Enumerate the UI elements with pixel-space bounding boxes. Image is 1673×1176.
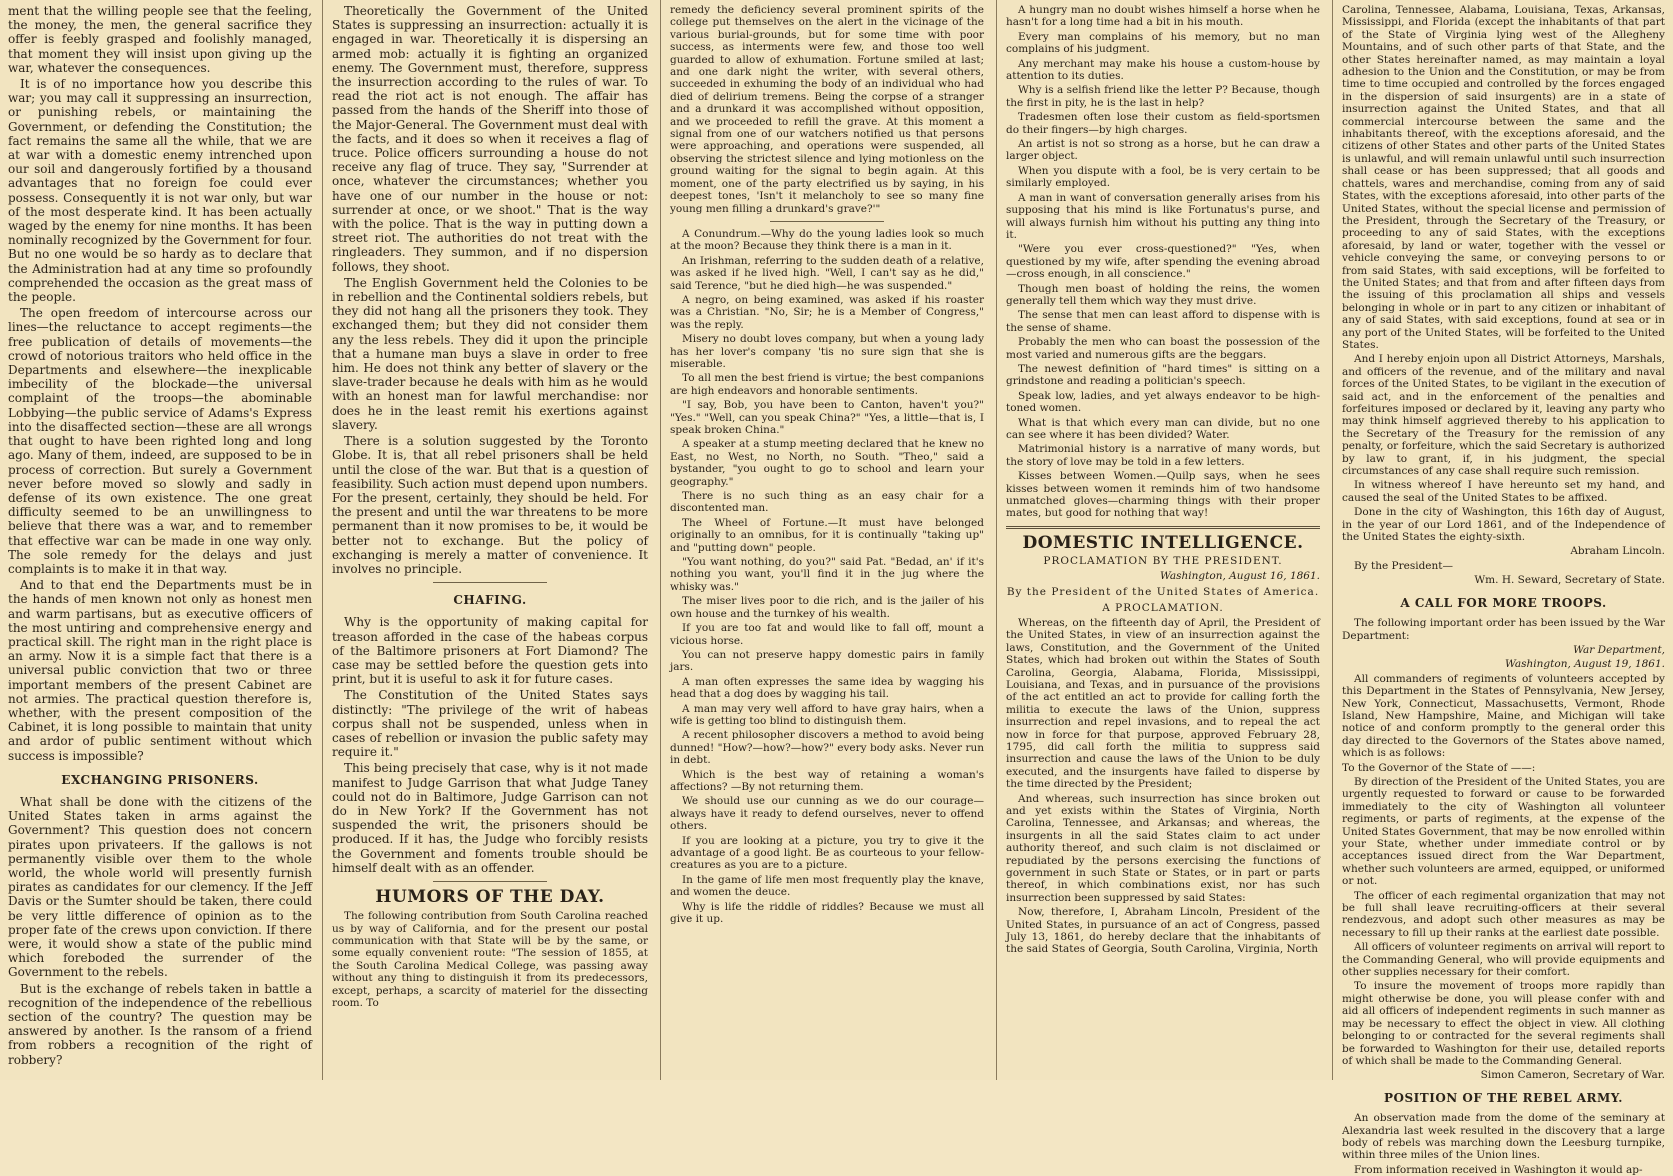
paragraph: Carolina, Tennessee, Alabama, Louisiana, Texas, Arkansas, Mississippi, and Florida (except the inhabitants of that part of the State of Virginia lying west of the Allegheny Mountains, and of such other parts of that State, and the other States hereinafter named, as may maintain a loyal adhesion to the Union and the Constitution, or may be from time to time occupied and controlled by the forces engaged in the dispersion of said insurgents) are in a state of insurrection against the United States, and that all commercial intercourse between the same and the inhabitants thereof, with the exceptions aforesaid, and the citizens of other States and other parts of the United States is unlawful, and will remain unlawful until such insurrection shall cease or has been suppressed; that all goods and chattels, wares and merchandise, coming from any of said States, with the exceptions aforesaid, into other parts of the United States, without the special license and permission of the President, through the Secretary of the Treasury, or proceeding to any of said States, with the exceptions aforesaid, by land or water, together with the vessel or vehicle conveying the same, or conveying persons to or from said States, with said exceptions, will be forfeited to the United States; and that from and after fifteen days from the issuing of this proclamation all ships and vessels belonging in whole or in part to any citizen or inhabitant of any of said States, with said exceptions, found at sea or in any port of the United States, will be forfeited to the United States. (1342, 4, 1665, 351)
column-1 (0, 0, 320, 1080)
paragraph: Probably the men who can boast the possession of the most varied and numerous gifts are the beggars. (1006, 336, 1320, 361)
paragraph: Though men boast of holding the reins, the women generally tell them which way they must drive. (1006, 282, 1320, 307)
paragraph: But is the exchange of rebels taken in battle a recognition of the independence of the rebellious section of the country? The question may be answered by another. Is the ransom of a friend from robbers a recognition of the right of robbery? (8, 981, 312, 1067)
column-rule (1332, 0, 1333, 1080)
paragraph: The Wheel of Fortune.—It must have belonged originally to an omnibus, for it is continually "taking up" and "putting down" people. (670, 516, 984, 554)
paragraph: You can not preserve happy domestic pairs in family jars. (670, 648, 984, 674)
paragraph: Now, therefore, I, Abraham Lincoln, President of the United States, in pursuance of an act of Congress, passed July 13, 1861, do hereby declare that the inhabitants of the said States of Georgia, South Carolina, Virginia, North (1006, 906, 1320, 956)
paragraph: To all men the best friend is virtue; the best companions are high endeavors and honorable sentiments. (670, 372, 984, 397)
column-4 (998, 0, 1328, 1080)
paragraph: A Conundrum.—Why do the young ladies look so much at the moon? Because they think there is a man in it. (670, 227, 984, 253)
paragraph: Misery no doubt loves company, but when a young lady has her lover's company 'tis no sure sign that she is miserable. (670, 333, 984, 370)
signature: Simon Cameron, Secretary of War. (1480, 1069, 1665, 1082)
paragraph: Matrimonial history is a narrative of many words, but the story of love may be told in a few letters. (1006, 443, 1320, 468)
paragraph: All officers of volunteer regiments on arrival will report to the Commanding General, who will provide equipments and other supplies necessary for their comfort. (1342, 941, 1665, 979)
paragraph: The officer of each regimental organization that may not be full shall leave recruiting-officers at their several rendezvous, and adopt such other measures as may be necessary to fill up their ranks at the earliest date possible. (1342, 889, 1665, 939)
column-rule (660, 0, 661, 1080)
section-heading: CHAFING. (453, 593, 527, 608)
paragraph: Done in the city of Washington, this 16th day of August, in the year of our Lord 1861, and of the Independence of the United States the eighty-sixth. (1342, 506, 1665, 544)
column-3 (662, 0, 992, 1080)
section-heading: HUMORS OF THE DAY. (375, 886, 605, 907)
paragraph: The Constitution of the United States says distinctly: "The privilege of the writ of habeas corpus shall not be suspended, unless when in cases of rebellion or invasion the public safety may require it." (332, 688, 648, 760)
paragraph: Any merchant may make his house a custom-house by attention to its duties. (1006, 57, 1320, 83)
paragraph: "Were you ever cross-questioned?" "Yes, when questioned by my wife, after spending the evening abroad—cross enough, in all conscience." (1006, 243, 1320, 281)
paragraph: In the game of life men most frequently play the knave, and women the deuce. (670, 873, 984, 899)
paragraph: And I hereby enjoin upon all District Attorneys, Marshals, and officers of the revenue, and of the military and naval forces of the United States, to be vigilant in the execution of said act, and in the enforcement of the penalties and forfeitures imposed or declared by it, leaving any party who may think himself aggrieved thereby to his application to the Secretary of the Treasury for the remission of any penalty, or forfeiture, which the said Secretary is authorized by law to grant, if, in his judgment, the special circumstances of any case shall require such remission. (1342, 353, 1665, 478)
paragraph: The following important order has been issued by the War Department: (1342, 617, 1665, 642)
paragraph: There is a solution suggested by the Toronto Globe. It is, that all rebel prisoners shall be held until the close of the war. But that is a question of feasibility. Such action must depend upon numbers. For the present, certainly, they should be held. For the present and until the war threatens to be more permanent than it now promises to be, it would be better not to exchange. But the policy of exchanging is merely a matter of convenience. It involves no principle. (332, 434, 648, 576)
paragraph: And whereas, such insurrection has since broken out and yet exists within the States of Virginia, North Carolina, Tennessee, and Arkansas; and whereas, the insurgents in all the said States claim to act under authority thereof, and such claim is not disclaimed or repudiated by the persons exercising the functions of government in such State or States, or in part or parts thereof, in which combinations exist, nor has such insurrection been suppressed by said States: (1006, 792, 1320, 904)
paragraph: Which is the best way of retaining a woman's affections? —By not returning them. (670, 768, 984, 793)
subheading: By the President of the United States of America. (1006, 586, 1320, 599)
paragraph: remedy the deficiency several prominent spirits of the college put themselves on the alert in the vicinage of the various burial-grounds, but for some time with poor success, as interments were few, and those too well guarded to allow of exhumation. Fortune smiled at last; and one dark night the writer, with several others, succeeded in exhuming the body of an individual who had died of delirium tremens. Being the corpse of a stranger and a drunkard it was accomplished without opposition, and we proceeded to refill the grave. At this moment a signal from one of our watchers notified us that persons were approaching, and operations were suspended, all observing the strictest silence and lying motionless on the ground waiting for the signal to begin again. At this moment, one of the party electrified us by saying, in his deepest tones, 'Isn't it melancholy to see so many fine young men filling a drunkard's grave?'" (670, 4, 984, 215)
paragraph: A hungry man no doubt wishes himself a horse when he hasn't for a long time had a bit in his mouth. (1006, 4, 1320, 29)
section-heading: A CALL FOR MORE TROOPS. (1400, 595, 1607, 610)
paragraph: To insure the movement of troops more rapidly than might otherwise be done, you will please confer with and aid all officers of independent regiments in such manner as may be necessary to effect the object in view. All clothing belonging to or contracted for the several regiments shall be forwarded to Washington for their use, detailed reports of which shall be made to the Commanding General. (1342, 980, 1665, 1067)
paragraph: Theoretically the Government of the United States is suppressing an insurrection: actually it is engaged in war. Theoretically it is dispersing an armed mob: actually it is fighting an organized enemy. The Government must, therefore, suppress the insurrection according to the rules of war. To read the riot act is not enough. The affair has passed from the hands of the Sheriff into those of the Major-General. The Government must deal with the facts, and it does so when it receives a flag of truce. Police officers surrounding a house do not receive any flag of truce. They say, "Surrender at once, whatever the circumstances; whether you have one of our number in the house or not: surrender at once, or we shoot." That is the way with the police. That is the way in putting down a street riot. The authorities do not treat with the ringleaders. They summon, and if no dispersion follows, they shoot. (332, 4, 648, 274)
paragraph: The open freedom of intercourse across our lines—the reluctance to accept regiments—the free publication of details of movements—the crowd of notorious traitors who held office in the Departments and elsewhere—the inexplicable imbecility of the blockade—the universal complaint of the troops—the abominable Lobbying—the public service of Adams's Express into the disaffected section—these are all wrongs that ought to have been righted long and long ago. Many of them, indeed, are supposed to be in process of correction. But surely a Government never before moved so slowly and sadly in defense of its own existence. The one great difficulty seemed to be an unwillingness to believe that there was a war, and to remember that effective war can be made in one way only. The sole remedy for the delays and just complaints is to make it in that way. (8, 306, 312, 576)
divider (433, 582, 547, 583)
paragraph: The sense that men can least afford to dispense with is the sense of shame. (1006, 309, 1320, 334)
paragraph: A man often expresses the same idea by wagging his head that a dog does by wagging his tail. (670, 675, 984, 701)
paragraph: "I say, Bob, you have been to Canton, haven't you?" "Yes." "Well, can you speak China?" "Yes, a little—that is, I speak broken China." (670, 399, 984, 436)
paragraph: ment that the willing people see that the feeling, the money, the men, the general sacrifice they offer is feebly grasped and foolishly managed, that moment they will insist upon giving up the war, whatever the consequences. (8, 4, 312, 75)
paragraph: To the Governor of the State of ——: (1342, 761, 1536, 774)
paragraph: By the President— (1354, 559, 1453, 572)
paragraph: What shall be done with the citizens of the United States taken in arms against the Government? This question does not concern pirates upon privateers. If the gallows is not permanently visible over them to the whole world, the whole world will presently furnish pirates as candidates for our clemency. If the Jeff Davis or the Sumter should be taken, there could be very little difference of opinion as to the proper fate of the crews upon conviction. If there were, it would show a state of the public mind which foreboded the surrender of the Government to the rebels. (8, 794, 312, 980)
paragraph: An Irishman, referring to the sudden death of a relative, was asked if he lived high. "Well, I can't say as he did," said Terence, "but he died high—he was suspended." (670, 254, 984, 292)
paragraph: Whereas, on the fifteenth day of April, the President of the United States, in view of an insurrection against the laws, Constitution, and the Government of the United States, which had broken out within the States of South Carolina, Georgia, Alabama, Florida, Mississippi, Louisiana, and Texas, and in pursuance of the provisions of the act entitled an act to provide for calling forth the militia to execute the laws of the Union, suppress insurrection and repel invasions, and to repeal the act now in force for that purpose, approved February 28, 1795, did call forth the militia to suppress said insurrection and cause the laws of the Union to be duly executed, and the insurgents have failed to disperse by the time directed by the President; (1006, 616, 1320, 791)
section-heading: POSITION OF THE REBEL ARMY. (1384, 1090, 1623, 1105)
paragraph: An observation made from the dome of the seminary at Alexandria last week resulted in the discovery that a large body of rebels was marching down the Leesburg turnpike, within three miles of the Union lines. (1342, 1112, 1665, 1162)
divider (770, 221, 883, 222)
paragraph: A man in want of conversation generally arises from his supposing that his mind is like Fortunatus's purse, and will always furnish him without his putting any thing into it. (1006, 191, 1320, 241)
paragraph: From information received in Washington it would ap- (1354, 1163, 1643, 1176)
paragraph: The miser lives poor to die rich, and is the jailer of his own house and the turnkey of his wealth. (670, 595, 984, 620)
paragraph: By direction of the President of the United States, you are urgently requested to forward or cause to be forwarded immediately to the city of Washington all volunteer regiments, or parts of regiments, at the expense of the United States Government, that may be now enrolled within your State, whether under immediate control or by acceptances issued direct from the War Department, whether such volunteers are armed, equipped, or uniformed or not. (1342, 775, 1665, 888)
paragraph: An artist is not so strong as a horse, but he can draw a larger object. (1006, 138, 1320, 163)
subheading: PROCLAMATION BY THE PRESIDENT. (1043, 555, 1283, 568)
subheading: A PROCLAMATION. (1102, 602, 1224, 615)
paragraph: Why is the opportunity of making capital for treason afforded in the case of the habeas corpus of the Baltimore prisoners at Fort Diamond? The case may be settled before the question gets into print, but it is useful to ask it for future cases. (332, 615, 648, 687)
paragraph: If you are looking at a picture, you try to give it the advantage of a good light. Be as courteous to your fellow-creatures as you are to a picture. (670, 834, 984, 872)
paragraph: Kisses between Women.—Quilp says, when he sees kisses between women it reminds him of two handsome unmatched gloves—charming things with their proper mates, but good for nothing that way! (1006, 470, 1320, 520)
column-5 (1334, 0, 1673, 1176)
divider (1006, 526, 1320, 529)
paragraph: A man may very well afford to have gray hairs, when a wife is getting too blind to distinguish them. (670, 702, 984, 727)
paragraph: Speak low, ladies, and yet always endeavor to be high-toned women. (1006, 389, 1320, 415)
paragraph: The following contribution from South Carolina reached us by way of California, and for the present our postal communication with that State will be by the same, or some equally convenient route: "The session of 1855, at the South Carolina Medical College, was passing away without any thing to distinguish it from its predecessors, except, perhaps, a scarcity of materiel for the dissecting room. To (332, 910, 648, 1010)
paragraph: All commanders of regiments of volunteers accepted by this Department in the States of Pennsylvania, New Jersey, New York, Connecticut, Massachusetts, Vermont, Rhode Island, New Hampshire, Maine, and Michigan will take notice of and conform promptly to the general order this day directed to the Governors of the States above named, which is as follows: (1342, 672, 1665, 760)
paragraph: When you dispute with a fool, be is very certain to be similarly employed. (1006, 164, 1320, 190)
divider (433, 881, 547, 882)
signature: Wm. H. Seward, Secretary of State. (1474, 574, 1665, 587)
section-heading: DOMESTIC INTELLIGENCE. (1022, 532, 1304, 553)
paragraph: If you are too fat and would like to fall off, mount a vicious horse. (670, 622, 984, 647)
paragraph: And to that end the Departments must be in the hands of men known not only as honest men and warm partisans, but as executive officers of the most untiring and comprehensive energy and practical skill. The right man in the right place is an army. Now it is a simple fact that there is a universal public conviction that two or three important members of the present Cabinet are not armies. The practical question therefore is, whether, with the present composition of the Cabinet, it is long possible to maintain that unity and ardor of public sentiment without which success is impossible? (8, 578, 312, 763)
column-rule (322, 0, 323, 1080)
paragraph: Every man complains of his memory, but no man complains of his judgment. (1006, 30, 1320, 56)
column-rule (996, 0, 997, 1080)
paragraph: Why is a selfish friend like the letter P? Because, though the first in pity, he is the last in help? (1006, 84, 1320, 109)
paragraph: We should use our cunning as we do our courage—always have it ready to defend ourselves, never to offend others. (670, 795, 984, 833)
paragraph: In witness whereof I have hereunto set my hand, and caused the seal of the United States to be affixed. (1342, 479, 1665, 504)
paragraph: Tradesmen often lose their custom as field-sportsmen do their fingers—by high charges. (1006, 111, 1320, 136)
paragraph: A negro, on being examined, was asked if his roaster was a Christian. "No, Sir; he is a Member of Congress," was the reply. (670, 293, 984, 331)
paragraph: There is no such thing as an easy chair for a discontented man. (670, 490, 984, 515)
paragraph: "You want nothing, do you?" said Pat. "Bedad, an' if it's nothing you want, you'll find it in the jug where the whisky was." (670, 556, 984, 593)
paragraph: The English Government held the Colonies to be in rebellion and the Continental soldiers rebels, but they did not hang all the prisoners they took. They exchanged them; but they did not consider them any the less rebels. They did it upon the principle that a humane man buys a slave in order to free him. He does not think any better of slavery or the slave-trader because he deals with him as he would with an honest man for lawful merchandise: nor does he in the least remit his exertions against slavery. (332, 275, 648, 432)
column-2 (324, 0, 656, 1080)
paragraph: The newest definition of "hard times" is sitting on a grindstone and reading a politician's speech. (1006, 362, 1320, 388)
paragraph: Why is life the riddle of riddles? Because we must all give it up. (670, 900, 984, 926)
paragraph: What is that which every man can divide, but no one can see where it has been divided? Water. (1006, 416, 1320, 441)
paragraph: It is of no importance how you describe this war; you may call it suppressing an insurrection, or punishing rebels, or maintaining the Government, or defending the Constitution; the fact remains the same all the while, that we are at war with a domestic enemy intrenched upon our soil and dangerously fortified by a thousand advantages that no foreign foe could ever possess. Consequently it is not war only, but war of the most desperate kind. It has been actually waged by the enemy for nine months. It has been nominally recognized by the Government for four. But no one would be so hardy as to declare that the Administration had at any time so profoundly comprehended the occasion as the great mass of the people. (8, 77, 312, 305)
paragraph: This being precisely that case, why is it not made manifest to Judge Garrison that what Judge Taney could not do in Baltimore, Judge Garrison can not do in New York? If the Government has not suspended the writ, the prisoners should be produced. If it has, the Judge who forcibly resists the Government and foments trouble should be himself dealt with as an offender. (332, 761, 648, 875)
paragraph: A recent philosopher discovers a method to avoid being dunned! "How?—how?—how?" every body asks. Never run in debt. (670, 729, 984, 767)
paragraph: A speaker at a stump meeting declared that he knew no East, no West, no North, no South. "Theo," said a bystander, "you ought to go to school and learn your geography." (670, 438, 984, 488)
dateline: Washington, August 19, 1861. (1505, 658, 1665, 671)
dateline: War Department, (1573, 643, 1665, 656)
section-heading: EXCHANGING PRISONERS. (61, 772, 259, 787)
signature: Abraham Lincoln. (1570, 545, 1665, 558)
dateline: Washington, August 16, 1861. (1160, 569, 1320, 582)
